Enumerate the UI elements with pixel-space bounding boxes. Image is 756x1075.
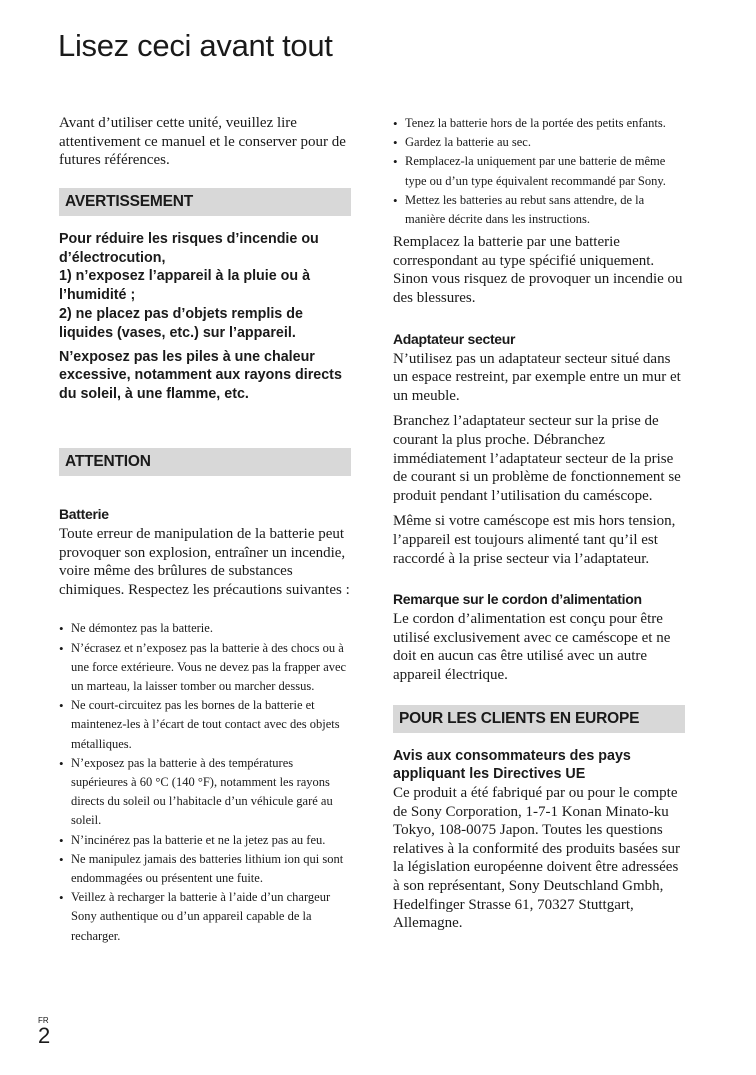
list-item: • Ne court-circuitez pas les bornes de la batterie et maintenez-les à l’écart de tout contact avec des objets métalliques. (59, 696, 351, 754)
list-item: • Ne manipulez jamais des batteries lithium ion qui sont endommagées ou présentent une fuite. (59, 850, 351, 888)
adapter-text-1: N’utilisez pas un adaptateur secteur situé dans un espace restreint, par exemple entre un mur et un meuble. (393, 350, 681, 404)
attention-header: ATTENTION (59, 448, 351, 476)
list-item: • Remplacez-la uniquement par une batterie de même type ou d’un type équivalent recommandé par Sony. (393, 152, 685, 190)
list-item: • Tenez la batterie hors de la portée des petits enfants. (393, 114, 685, 133)
europe-header: POUR LES CLIENTS EN EUROPE (393, 705, 685, 733)
adapter-text-2: Branchez l’adaptateur secteur sur la prise de courant la plus proche. Débranchez immédiatement l’adaptateur secteur de la prise de courant si un problème de fonctionnement se produit pendant l’utilisation du caméscope. (393, 413, 681, 504)
list-item: • N’exposez pas la batterie à des températures supérieures à 60 °C (140 °F), notamment les rayons directs du soleil ou l’habitacle d’un véhicule garé au soleil. (59, 754, 351, 831)
page-number (38, 1016, 50, 1047)
europe-text: Ce produit a été fabriqué par ou pour le compte de Sony Corporation, 1-7-1 Konan Minato-ku Tokyo, 108-0075 Japon. Toutes les questions relatives à la conformité des produits basées sur la législation européenne doivent être adressées à son représentant, Sony Deutschland Gmbh, Hedelfinger Strasse 61, 70327 Stuttgart, Allemagne. (393, 785, 680, 932)
replace-text: Remplacez la batterie par une batterie correspondant au type spécifié uniquement. Sinon vous risquez de provoquer un incendie ou des blessures. (393, 234, 683, 306)
list-item: • Mettez les batteries au rebut sans attendre, de la manière décrite dans les instructions. (393, 191, 685, 229)
adapter-text-3: Même si votre caméscope est mis hors tension, l’appareil est toujours alimenté tant qu’il est raccordé à la prise secteur via l’adaptateur. (393, 513, 676, 567)
warning-text-2: N’exposez pas les piles à une chaleur excessive, notamment aux rayons directs du soleil, à une flamme, etc. (59, 348, 342, 403)
left-column (59, 114, 351, 946)
right-column (393, 114, 685, 940)
page-number-value: 2 (38, 1023, 51, 1048)
list-item: • Ne démontez pas la batterie. (59, 619, 351, 638)
battery-title: Batterie (59, 505, 109, 522)
list-item: • N’écrasez et n’exposez pas la batterie à des chocs ou à une force extérieure. Vous ne devez pas la frapper avec un marteau, la laisser tomber ou marcher dessus. (59, 639, 351, 697)
page-title: Lisez ceci avant tout (58, 28, 333, 63)
battery-text: Toute erreur de manipulation de la batterie peut provoquer son explosion, entraîner un incendie, voire même des brûlures de substances chimiques. Respectez les précautions suivantes : (59, 525, 350, 598)
battery-bullet-list (59, 619, 351, 945)
list-item: • N’incinérez pas la batterie et ne la jetez pas au feu. (59, 831, 351, 850)
list-item: • Veillez à recharger la batterie à l’aide d’un chargeur Sony authentique ou d’un appareil capable de la recharger. (59, 888, 351, 946)
cord-text: Le cordon d’alimentation est conçu pour être utilisé exclusivement avec ce caméscope et ne doit en aucun cas être utilisé avec un autre appareil électrique. (393, 611, 671, 683)
adapter-title: Adaptateur secteur (393, 330, 516, 347)
page-language-code: FR (38, 1016, 49, 1025)
europe-title: Avis aux consommateurs des pays appliquant les Directives UE (393, 747, 631, 783)
list-item: • Gardez la batterie au sec. (393, 133, 685, 152)
cord-title: Remarque sur le cordon d’alimentation (393, 591, 642, 608)
warning-text-1: Pour réduire les risques d’incendie ou d’électrocution, 1) n’exposez l’appareil à la pluie ou à l’humidité ; 2) ne placez pas d’objets remplis de liquides (vases, etc.) sur l’appareil. (59, 230, 319, 341)
intro-text: Avant d’utiliser cette unité, veuillez lire attentivement ce manuel et le conserver pour de futures références. (59, 115, 346, 169)
warning-header: AVERTISSEMENT (59, 188, 351, 216)
right-bullet-list (393, 114, 685, 229)
